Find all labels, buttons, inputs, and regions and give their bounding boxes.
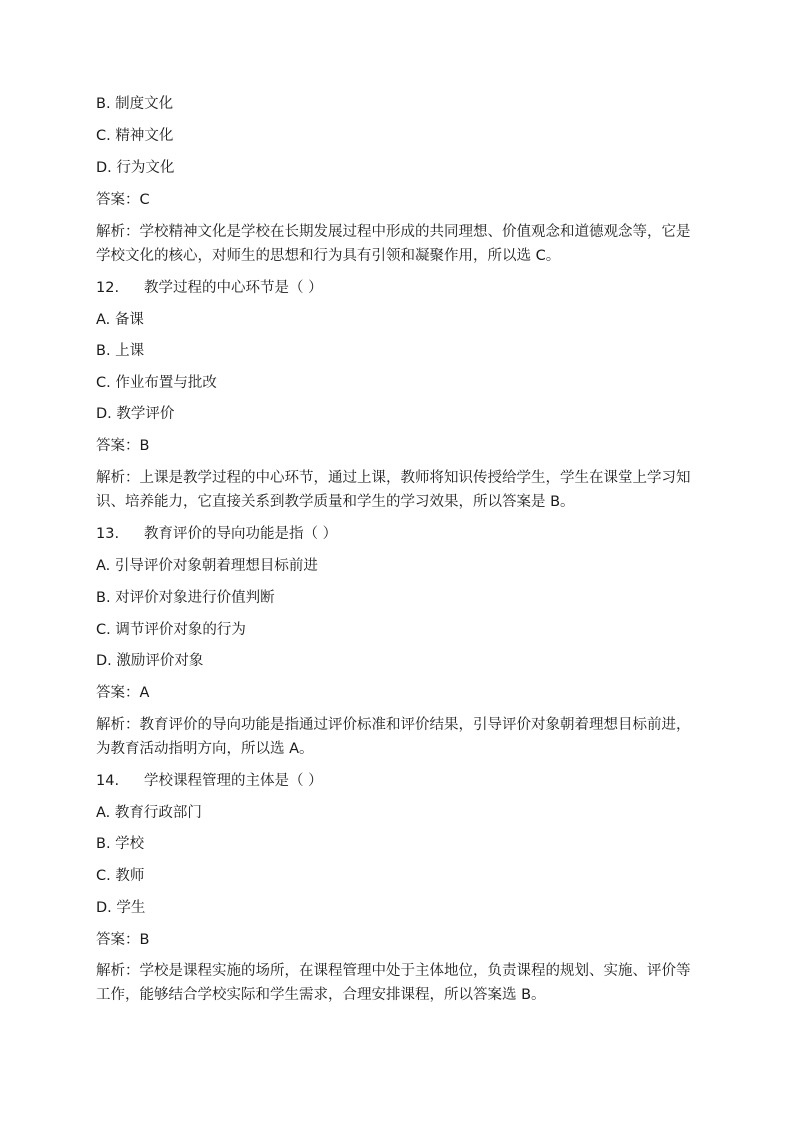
q13-answer: 答案：A bbox=[96, 685, 150, 701]
q13-number: 13. bbox=[96, 526, 120, 542]
q13-analysis bbox=[96, 714, 706, 761]
q12-analysis-line: 解析：上课是教学过程的中心环节，通过上课，教师将知识传授给学生，学生在课堂上学习知 bbox=[96, 470, 691, 486]
q11-analysis-line: 学校文化的核心，对师生的思想和行为具有引领和凝聚作用，所以选 C。 bbox=[96, 247, 561, 264]
q14-analysis bbox=[96, 960, 706, 1007]
q13-option-c: C. 调节评价对象的行为 bbox=[96, 622, 246, 638]
q12-number: 12. bbox=[96, 280, 120, 296]
q12-option-b: B. 上课 bbox=[96, 343, 145, 359]
q14-stem-text: 学校课程管理的主体是（ ） bbox=[144, 773, 323, 789]
q14-option-c: C. 教师 bbox=[96, 868, 145, 884]
q12-analysis bbox=[96, 467, 706, 514]
q12-option-d: D. 教学评价 bbox=[96, 406, 175, 422]
q14-option-d: D. 学生 bbox=[96, 900, 146, 916]
q13-stem bbox=[96, 523, 706, 546]
q11-analysis bbox=[96, 221, 706, 268]
q11-option-c: C. 精神文化 bbox=[96, 128, 174, 144]
q14-option-b: B. 学校 bbox=[96, 836, 145, 852]
q12-analysis-line: 识、培养能力，它直接关系到教学质量和学生的学习效果，所以答案是 B。 bbox=[96, 493, 575, 510]
q11-option-b: B. 制度文化 bbox=[96, 96, 174, 112]
q12-stem bbox=[96, 277, 706, 300]
q13-option-a: A. 引导评价对象朝着理想目标前进 bbox=[96, 558, 318, 574]
q12-answer: 答案：B bbox=[96, 438, 150, 454]
q14-stem bbox=[96, 770, 706, 793]
q13-option-b: B. 对评价对象进行价值判断 bbox=[96, 590, 275, 606]
q11-option-d: D. 行为文化 bbox=[96, 160, 175, 176]
q14-analysis-line: 解析：学校是课程实施的场所，在课程管理中处于主体地位，负责课程的规划、实施、评价等 bbox=[96, 963, 691, 979]
q12-option-a: A. 备课 bbox=[96, 312, 144, 328]
q12-option-c: C. 作业布置与批改 bbox=[96, 375, 217, 391]
q14-analysis-line: 工作，能够结合学校实际和学生需求，合理安排课程，所以答案选 B。 bbox=[96, 986, 546, 1003]
q14-option-a: A. 教育行政部门 bbox=[96, 805, 202, 821]
q12-stem-text: 教学过程的中心环节是（ ） bbox=[144, 280, 323, 296]
q13-option-d: D. 激励评价对象 bbox=[96, 653, 204, 669]
q14-answer: 答案：B bbox=[96, 932, 150, 948]
q13-analysis-line: 为教育活动指明方向，所以选 A。 bbox=[96, 740, 314, 757]
q13-analysis-line: 解析：教育评价的导向功能是指通过评价标准和评价结果，引导评价对象朝着理想目标前进， bbox=[96, 717, 691, 733]
q13-stem-text: 教育评价的导向功能是指（ ） bbox=[144, 526, 338, 542]
q11-answer: 答案：C bbox=[96, 192, 150, 208]
q11-analysis-line: 解析：学校精神文化是学校在长期发展过程中形成的共同理想、价值观念和道德观念等，它是 bbox=[96, 224, 691, 240]
q14-number: 14. bbox=[96, 773, 120, 789]
